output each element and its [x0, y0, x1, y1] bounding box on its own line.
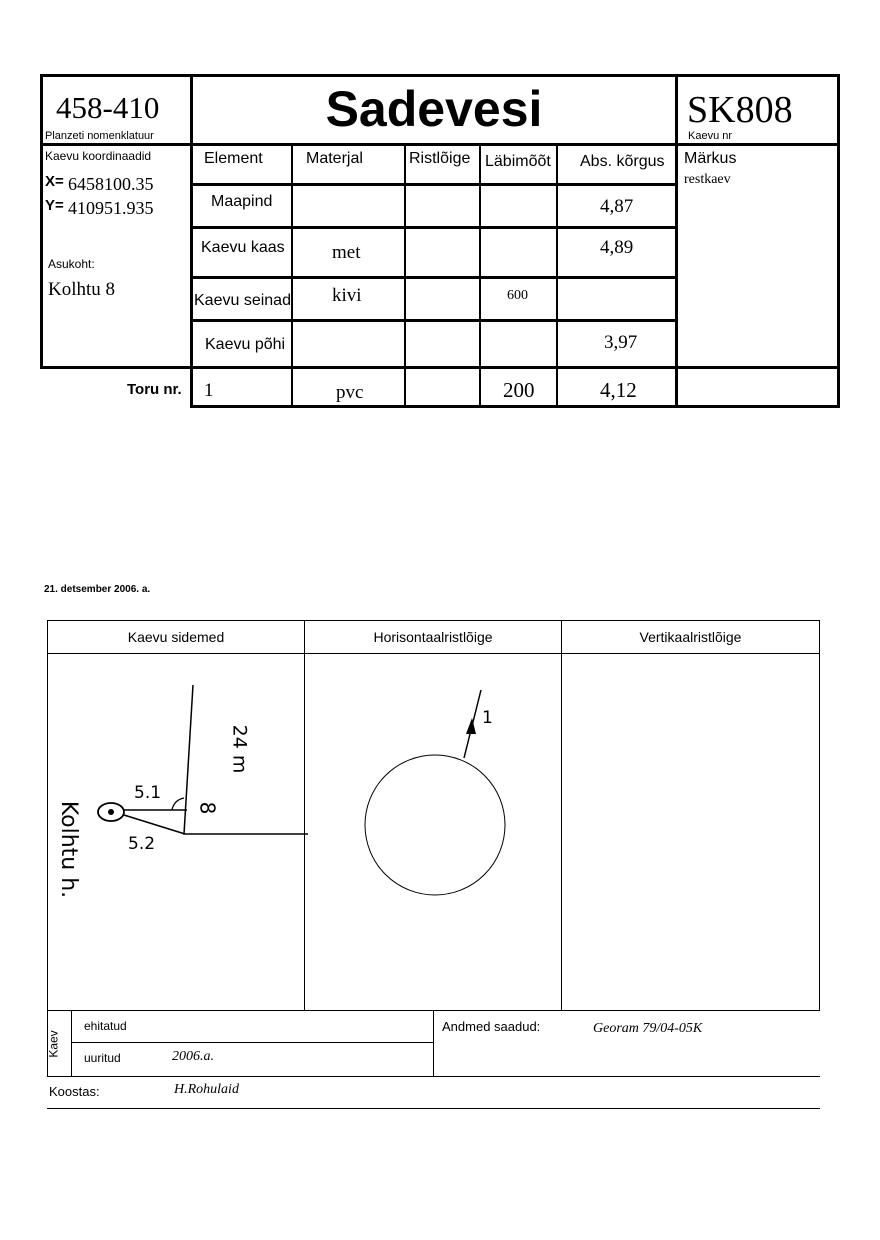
- built-label: ehitatud: [84, 1019, 127, 1033]
- nomenclature-value: 458-410: [56, 90, 160, 125]
- note-value: restkaev: [684, 172, 731, 187]
- y-value: 410951.935: [68, 198, 154, 218]
- coords-heading: Kaevu koordinaadid: [45, 149, 152, 163]
- author-label: Koostas:: [49, 1084, 100, 1099]
- row-element: Kaevu põhi: [205, 336, 286, 353]
- data-source-value: Georam 79/04-05K: [593, 1021, 703, 1036]
- pipe-diameter: 200: [503, 378, 535, 402]
- sketch-col-horizontal: Horisontaalristlõige: [373, 629, 493, 645]
- col-material: Materjal: [306, 150, 363, 167]
- well-number-label: Kaevu nr: [688, 130, 733, 142]
- pipe-height: 4,12: [600, 378, 637, 402]
- nomenclature-label: Planzeti nomenklatuur: [45, 130, 154, 142]
- page-title: Sadevesi: [325, 81, 543, 137]
- y-label: Y=: [45, 197, 64, 214]
- x-value: 6458100.35: [68, 174, 154, 194]
- sketch-col-connections: Kaevu sidemed: [127, 629, 225, 645]
- x-label: X=: [45, 173, 64, 190]
- tie-distance-top: 5.1: [134, 783, 162, 803]
- pipe-label: Toru nr.: [127, 381, 182, 398]
- row-element: Kaevu seinad: [194, 292, 291, 309]
- pipe-material: pvc: [336, 382, 364, 403]
- data-source-label: Andmed saadud:: [442, 1019, 541, 1034]
- surveyed-label: uuritud: [84, 1051, 121, 1065]
- document-date: 21. detsember 2006. a.: [44, 584, 151, 595]
- row-material: met: [332, 242, 361, 263]
- tie-distance-bottom: 5.2: [128, 834, 156, 854]
- location-value: Kolhtu 8: [48, 279, 116, 300]
- length-label: 24 m: [228, 724, 251, 774]
- location-label: Asukoht:: [48, 257, 95, 271]
- row-element: Kaevu kaas: [201, 239, 285, 256]
- surveyed-value: 2006.a.: [172, 1049, 214, 1064]
- well-side-label: Kaev: [46, 1030, 61, 1058]
- sketch-col-vertical: Vertikaalristlõige: [639, 629, 742, 645]
- author-value: H.Rohulaid: [174, 1082, 239, 1097]
- row-material: kivi: [332, 285, 362, 306]
- street-label: Kolhtu h.: [56, 800, 82, 899]
- row-diameter: 600: [507, 288, 528, 303]
- pipe-number: 1: [204, 380, 214, 401]
- col-note: Märkus: [684, 150, 737, 167]
- col-element: Element: [204, 150, 263, 167]
- row-height: 3,97: [604, 332, 638, 353]
- pipe-number-mark: 1: [482, 708, 493, 728]
- angle-mark: 8: [195, 801, 220, 815]
- col-abs-height: Abs. kõrgus: [580, 153, 665, 170]
- col-diameter: Läbimõõt: [485, 153, 551, 170]
- row-height: 4,87: [600, 196, 634, 217]
- row-element: Maapind: [211, 193, 273, 210]
- col-cross-section: Ristlõige: [409, 150, 471, 167]
- well-number: SK808: [687, 89, 793, 131]
- row-height: 4,89: [600, 237, 634, 258]
